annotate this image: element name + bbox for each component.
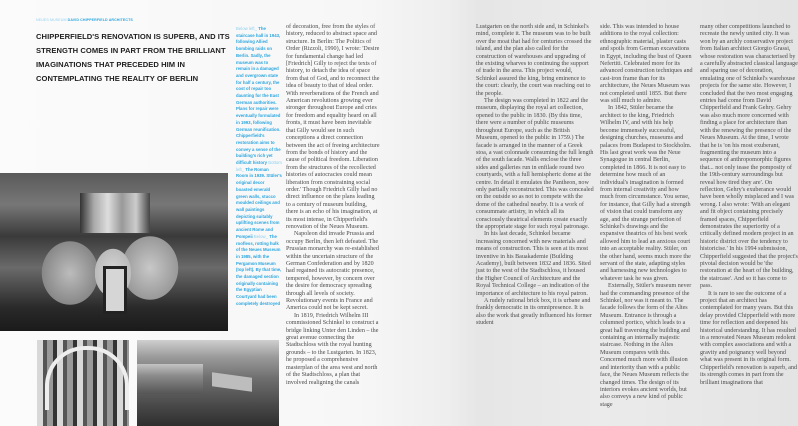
caption-text: The Roman Room in 1939. Stüler's original decor boasted emerald green walls, stucco moulded ceilings and wall paintings depicting suitably uplifting scenes from ancient Rome and Pompeii xyxy=(236,166,282,239)
photo-captions xyxy=(236,26,282,308)
section-kicker xyxy=(36,18,133,22)
paragraph: side. This was intended to house additions to the royal collection: ethnographic material, plaster casts and spoils from German excavations in Egypt, including the bust of Queen Nefertiti. Celebrated more for its advanced construction techniques and cast-iron frame than for its architecture, the Neues Museum was not completed until 1855. But there was still much to admire. xyxy=(600,24,693,105)
paragraph: It is rare to see the outcome of a project that an architect has contemplated for many years. But this delay provided Chipperfield with more time for reflection and deepened his historical understanding. It has resulted in a renovated Neues Museum redolent with complex associations and with a gravity and poignancy well beyond what was present in its original form. Chipperfield's renovation is superb, and its strength comes in part from the brilliant imaginations that xyxy=(700,290,798,386)
caption-tag: Below_ xyxy=(253,233,269,239)
body-column-2 xyxy=(476,24,594,328)
caption-text: The staircase hall in 1943, following Allied bombing raids on Berlin. Sadly, the museum was to remain in a damaged and overgrown state for half a century, the cost of repair too daunting for the East German authorities. Plans for repair were eventually formulated in 1993, following German reunification. Chipperfield's restoration aims to convey a sense of the building's rich yet difficult history xyxy=(236,26,281,166)
paragraph: The design was completed in 1822 and the museum, displaying the royal art collection, opened to the public in 1830. (By this time, there were a number of public museums throughout Europe, such as the British Museum, opened to the public in 1759.) The facade is arranged in the manner of a Greek stoa, a vast colonnade consuming the full length of the south facade. Walls enclose the three sides and galleries run in enfilade round two courtyards, with a full hemispheric dome at the centre. In detail it emulates the Pantheon, now only partially reconstructed. This was concealed on the outside so as not to compete with the dome of the cathedral nearby. It is a work of consummate artistry, in which all its consciously theatrical elements create exactly the appropriate stage for such royal patronage. xyxy=(476,98,594,230)
kicker-section: NEUES MUSEUM xyxy=(36,18,67,22)
paragraph: In 1819, Friedrich Wilhelm III commissioned Schinkel to construct a bridge linking Unter den Linden – the great avenue connecting the Stadtschloss with the royal hunting grounds – to the Lustgarten. In 1823, he proposed a comprehensive masterplan of the area west and north of the Stadtschloss, a plan that involved realigning the canals xyxy=(286,312,379,386)
photo-detail-doorway xyxy=(103,266,127,314)
paragraph: Napoleon did invade Prussia and occupy Berlin, then left defeated. The Prussian monarchy was re-established within the uncertain structure of the German Confederation and by 1820 had regained its autocratic presence, tempered, however, by concern over the desire for democracy spreading through all levels of society. Revolutionary events in France and America could not be kept secret. xyxy=(286,231,379,312)
paragraph: A rudely rational brick box, it is urbane and frankly democratic in its omnipresence. It is also the work that greatly influenced his former student xyxy=(476,298,592,327)
paragraph: In his last decade, Schinkel became increasing concerned with new materials and means of construction. This is seen at its most inventive in his Bauakademie (Building Academy), built between 1832 and 1836. Sited just to the west of the Stadtschloss, it housed the Higher Council of Architecture and the Royal Technical College – an indication of the importance of architecture to his royal patron. xyxy=(476,231,591,297)
body-column-4 xyxy=(700,24,798,387)
paragraph: In 1842, Stüler became the architect to the king, Friedrich Wilhelm IV, and with his help become immensely successful, designing churches, museums and palaces from Budapest to Stockholm. His last great work was the Neue Synagogue in central Berlin, completed in 1866. It is not easy to determine how much of an individual's imagination is formed from internal creativity and how much from circumstance. You sense, for instance, that Gilly had a strength of vision that could transform any age, and the strange perfection of Schinkel's drawings and the expansive theatrics of his best work allowed him to lead an anxious court into an acceptable reality. Stüler, on the other hand, seems much more the servant of the state, adapting styles and harnessing new technologies to whatever task he was given. xyxy=(600,105,692,282)
paragraph: Externally, Stüler's museum never had the commanding presence of the Schinkel, nor was it meant to. The facade follows the form of the Altes Museum. Entrance is through a columned portico, which leads to a great hall traversing the building and containing an internally majestic staircase. Nothing in the Altes Museum compares with this. Concerned much more with illusion and interiority than with a public face, the Neues Museum reflects the changed times. The design of its interiors evokes ancient worlds, but also conveys a new kind of public stage xyxy=(600,283,692,408)
photo-roman-room-arcade xyxy=(37,340,129,426)
kicker-credit: DAVID CHIPPERFIELD ARCHITECTS xyxy=(67,18,133,22)
caption-text: The roofless, rotting hulk of the Neues Museum in 1985, with the Pergamon Museum (top left). By that time, the damaged section originally containing the Egyptian Courtyard had been completely destroyed xyxy=(236,233,282,306)
caption-tag: Bottom left_ xyxy=(236,160,282,172)
caption-tag: Below left_ xyxy=(236,26,258,31)
photo-detail-arch xyxy=(45,346,129,410)
body-column-1 xyxy=(286,24,380,387)
photo-staircase-hall-ruins xyxy=(0,173,228,331)
paragraph: many other competitions launched to recreate the newly united city. It was won by an archly conservative project from Italian architect Giorgio Grassi, whose restoration was characterised by a carefully abstracted classical language and sparing use of decoration, emulating one of Schinkel's warehouse projects for the same site. However, I concluded that the two most engaging entries had come from David Chipperfield and Frank Gehry. Gehry was also much more concerned with finding a place for architecture than with the renewing the presence of the Neues Museum. At the time, I wrote that he is 'on his most exuberant, fragmenting the museum into a sequence of anthropomorphic figures that... not only tease the pomposity of the 19th-century surroundings but reveal how tired they are'. On reflection, Gehry's exuberance would have been wholly misplaced and I was wrong. I also wrote: 'With an elegant and fit object containing precisely framed spaces, Chipperfield demonstrates the superiority of a critically defined modern project in an historic district over the tendency to historicise.' In his 1994 submission, Chipperfield suggested that the project's pivotal decision would be 'the restoration at the heart of the building, the staircase'. And so it has come to pass. xyxy=(700,24,798,290)
paragraph: Lustgarten on the north side and, in Schinkel's mind, complete it. The museum was to be built over the moat that had for centuries crossed the island, and the plan also called for the construction of warehouses and upgrading of the existing wharves to continuing the support of trade in the area. This project would, Schinkel assured the king, bring eminence to the court: clearly, the court was reaching out to the people. xyxy=(476,24,592,97)
paragraph: of decoration, free from the styles of history, reduced to abstract space and structure. In Berlin: The Politics of Order (Rizzoli, 1990), I wrote: 'Desire for fundamental change had led [Friedrich] Gilly to reject the texts of history, to detach the idea of space from that of God, and to reconnect the idea of beauty to that of ideal order. With reverberations of the French and American revolutions growing ever stronger throughout Europe and cries for freedom and equality heard on all fronts, it must have been inevitable that Gilly would see in such conceptions a direct connection between the act of freeing architecture from the bonds of history and the cause of political freedom. Liberation from the structures of the recollected histories of autocracies could mean liberation from constraining social order.' Though Friedrich Gilly had no direct influence on the plans leading to a century of museum building, there is an echo of his imagination, at its most intense, in Chipperfield's renovation of the Neues Museum. xyxy=(286,24,380,230)
photo-detail-windows xyxy=(80,193,150,233)
photo-detail-building xyxy=(137,364,203,394)
pull-quote-headline: CHIPPERFIELD'S RENOVATION IS SUPERB, AND ITS STRENGTH COMES IN PART FROM THE BRILLIANT IMAGINATIONS THAT PRECEDED HIM IN CONTEMPLATING THE REALITY OF BERLIN xyxy=(36,32,230,83)
body-column-3 xyxy=(600,24,693,409)
photo-detail-building xyxy=(212,372,252,392)
photo-aerial-museum-island xyxy=(137,340,279,426)
